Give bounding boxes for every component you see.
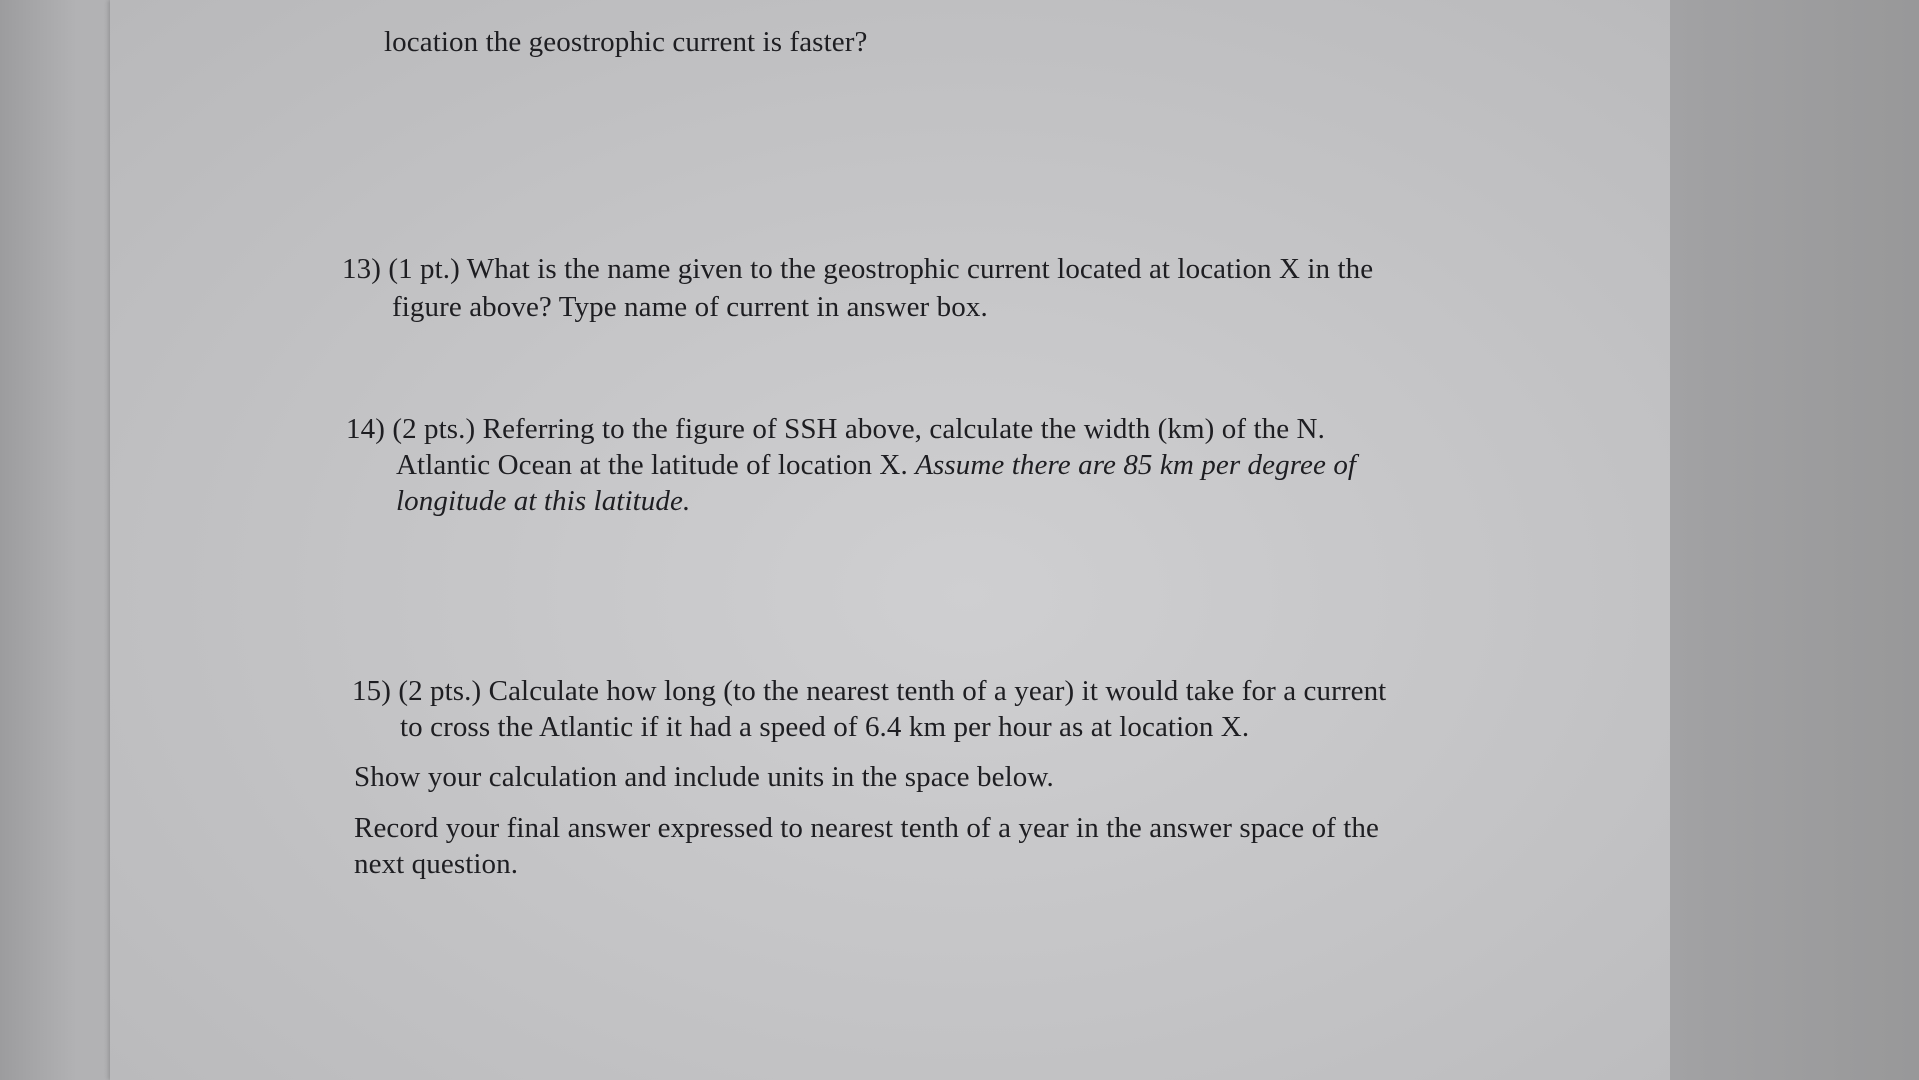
question-15-instruction-record-1: Record your final answer expressed to nearest tenth of a year in the answer space of the (354, 812, 1380, 844)
background-right-edge (1670, 0, 1919, 1080)
question-14-number: 14) (346, 413, 385, 445)
question-14-line-1 (346, 411, 1325, 447)
question-continuation-text: location the geostrophic current is faster? (384, 26, 868, 58)
question-14-assumption: Assume there are 85 km per degree of (915, 449, 1357, 481)
question-13-number: 13) (342, 253, 381, 285)
question-15-text-1: (2 pts.) Calculate how long (to the nearest tenth of a year) it would take for a current (398, 675, 1387, 707)
question-13-line-1 (342, 251, 1373, 287)
question-14-line-2 (396, 447, 1356, 483)
question-13-text-1: (1 pt.) What is the name given to the geostrophic current located at location X in the (388, 253, 1374, 285)
question-14-text-1: (2 pts.) Referring to the figure of SSH above, calculate the width (km) of the N. (392, 413, 1325, 445)
question-15-instruction-calc: Show your calculation and include units in the space below. (354, 761, 1054, 793)
question-13-line-2: figure above? Type name of current in answer box. (392, 291, 988, 323)
question-15-number: 15) (352, 675, 391, 707)
question-14-text-2: Atlantic Ocean at the latitude of location X. (396, 449, 908, 481)
question-15-line-2: to cross the Atlantic if it had a speed of 6.4 km per hour as at location X. (400, 711, 1250, 743)
question-14-line-3 (396, 483, 690, 519)
question-14-assumption-cont: longitude at this latitude. (396, 485, 691, 517)
paper-sheet (110, 0, 1670, 1080)
question-15-instruction-record-2: next question. (354, 848, 519, 880)
question-15-line-1 (352, 673, 1386, 709)
